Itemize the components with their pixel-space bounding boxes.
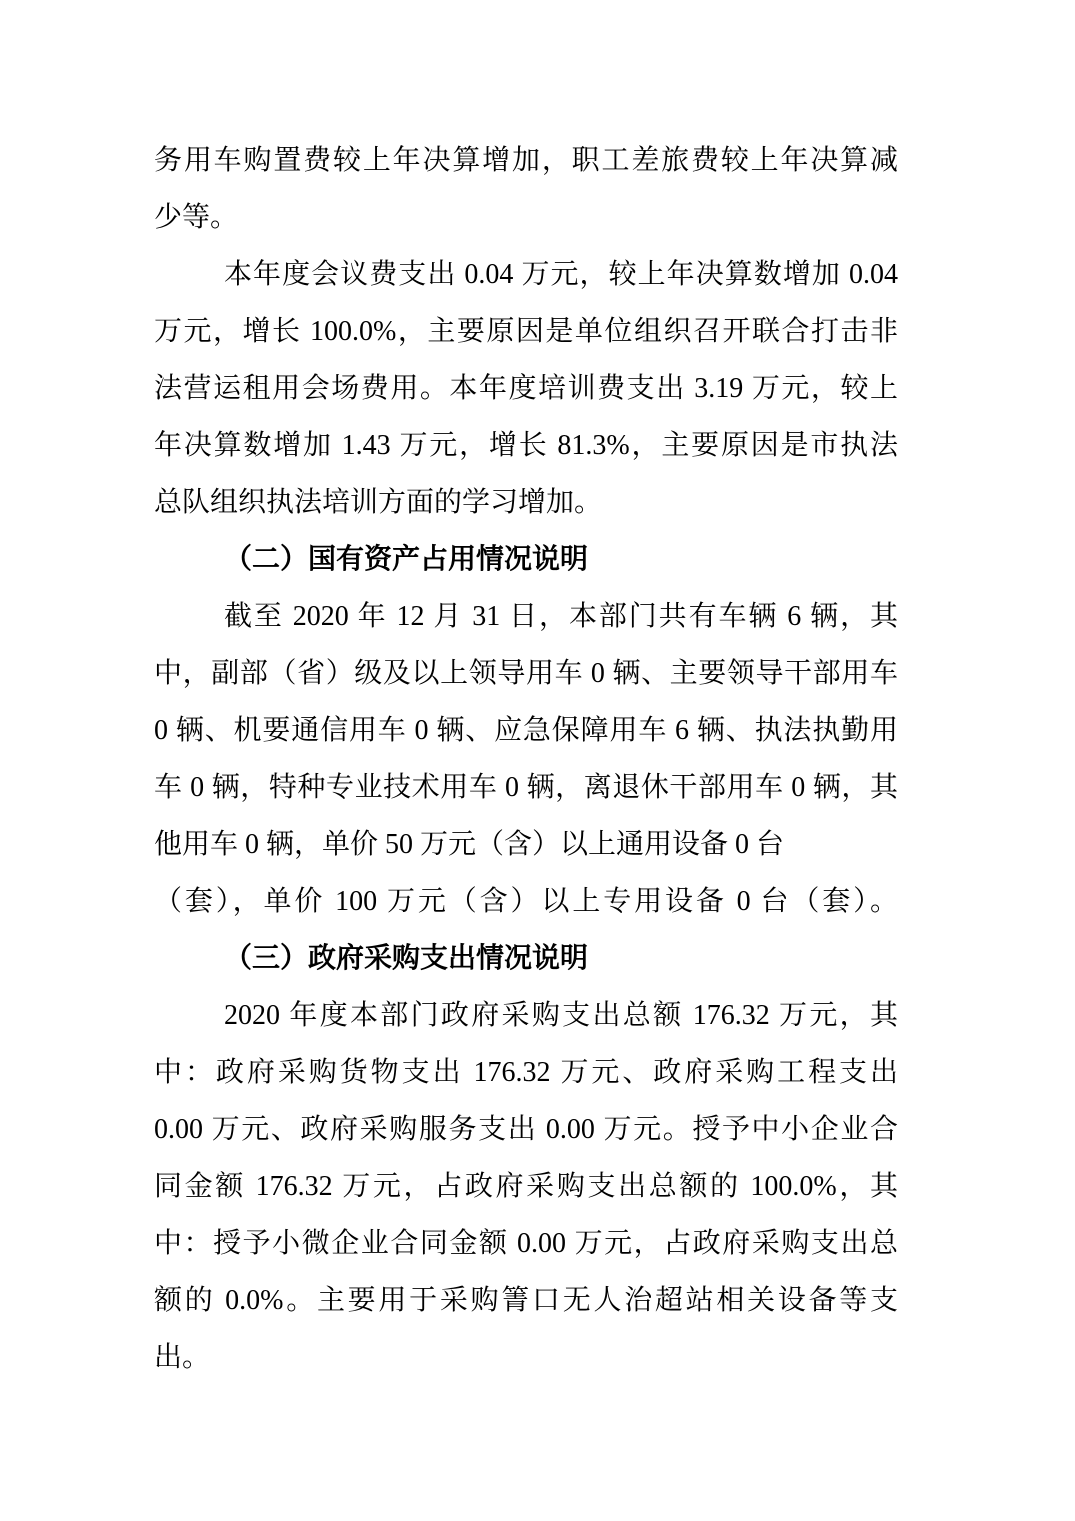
section-heading-2: （二）国有资产占用情况说明	[224, 544, 589, 575]
text-line: 额的 0.0%。主要用于采购箐口无人治超站相关设备等支	[154, 1285, 898, 1316]
text-line: 中：政府采购货物支出 176.32 万元、政府采购工程支出	[154, 1057, 898, 1088]
text-line: 0 辆、机要通信用车 0 辆、应急保障用车 6 辆、执法执勤用	[154, 715, 898, 746]
text-line: 车 0 辆，特种专业技术用车 0 辆，离退休干部用车 0 辆，其	[154, 772, 898, 803]
text-line: 截至 2020 年 12 月 31 日，本部门共有车辆 6 辆，其	[224, 601, 898, 632]
text-line: 万元，增长 100.0%，主要原因是单位组织召开联合打击非	[154, 316, 898, 347]
text-line: 少等。	[154, 202, 239, 233]
section-heading-3: （三）政府采购支出情况说明	[224, 943, 589, 974]
text-line: 中：授予小微企业合同金额 0.00 万元，占政府采购支出总	[154, 1228, 898, 1259]
text-line: 2020 年度本部门政府采购支出总额 176.32 万元，其	[224, 1000, 898, 1031]
text-line: 法营运租用会场费用。本年度培训费支出 3.19 万元，较上	[154, 373, 898, 404]
text-line: 出。	[154, 1342, 211, 1373]
text-line: 年决算数增加 1.43 万元，增长 81.3%，主要原因是市执法	[154, 430, 898, 461]
text-line: 总队组织执法培训方面的学习增加。	[154, 487, 603, 518]
text-line: 0.00 万元、政府采购服务支出 0.00 万元。授予中小企业合	[154, 1114, 898, 1145]
text-line: （套），单价 100 万元（含）以上专用设备 0 台（套）。	[154, 886, 898, 917]
text-line: 中，副部（省）级及以上领导用车 0 辆、主要领导干部用车	[154, 658, 898, 689]
document-text-block	[154, 132, 898, 1386]
text-line: 本年度会议费支出 0.04 万元，较上年决算数增加 0.04	[224, 259, 898, 290]
text-line: 务用车购置费较上年决算增加，职工差旅费较上年决算减	[154, 145, 898, 176]
text-line: 同金额 176.32 万元，占政府采购支出总额的 100.0%，其	[154, 1171, 898, 1202]
text-line: 他用车 0 辆，单价 50 万元（含）以上通用设备 0 台	[154, 829, 785, 860]
